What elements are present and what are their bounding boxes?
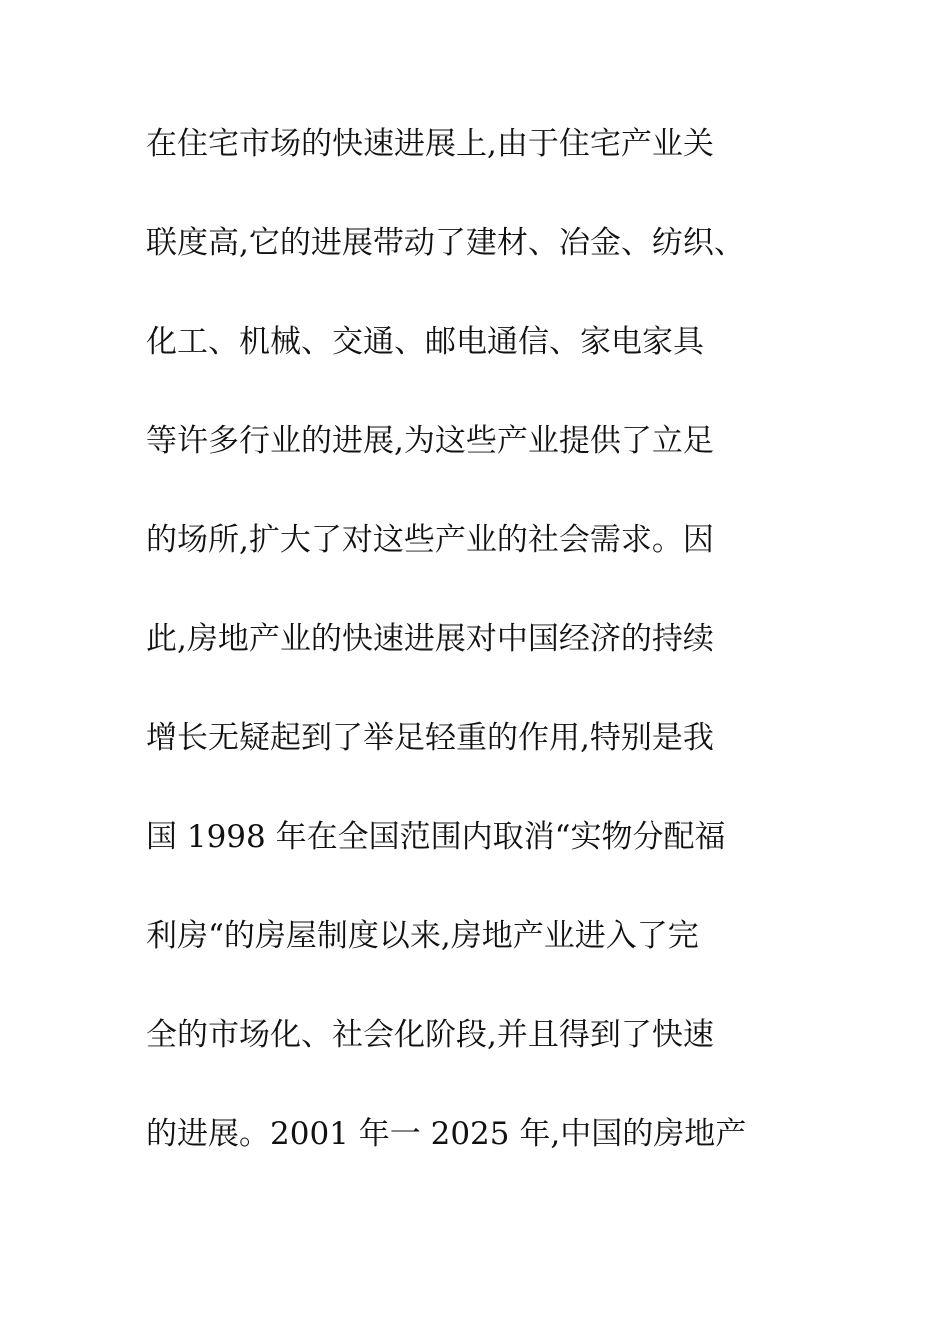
text-line: 化工、机械、交通、邮电通信、家电家具 xyxy=(146,324,704,360)
text-line: 国 1998 年在全国范围内取消“实物分配福 xyxy=(146,819,726,855)
text-line: 此,房地产业的快速进展对中国经济的持续 xyxy=(146,621,714,657)
text-line: 等许多行业的进展,为这些产业提供了立足 xyxy=(146,423,714,459)
text-line: 在住宅市场的快速进展上,由于住宅产业关 xyxy=(146,126,714,162)
text-line: 的进展。2001 年一 2025 年,中国的房地产 xyxy=(146,1116,747,1152)
text-line: 增长无疑起到了举足轻重的作用,特别是我 xyxy=(146,720,714,756)
text-line: 利房“的房屋制度以来,房地产业进入了完 xyxy=(146,918,699,954)
text-line: 全的市场化、社会化阶段,并且得到了快速 xyxy=(146,1017,714,1053)
text-line: 的场所,扩大了对这些产业的社会需求。因 xyxy=(146,522,714,558)
text-line: 联度高,它的进展带动了建材、冶金、纺织、 xyxy=(146,225,745,261)
body-text xyxy=(146,128,866,1217)
